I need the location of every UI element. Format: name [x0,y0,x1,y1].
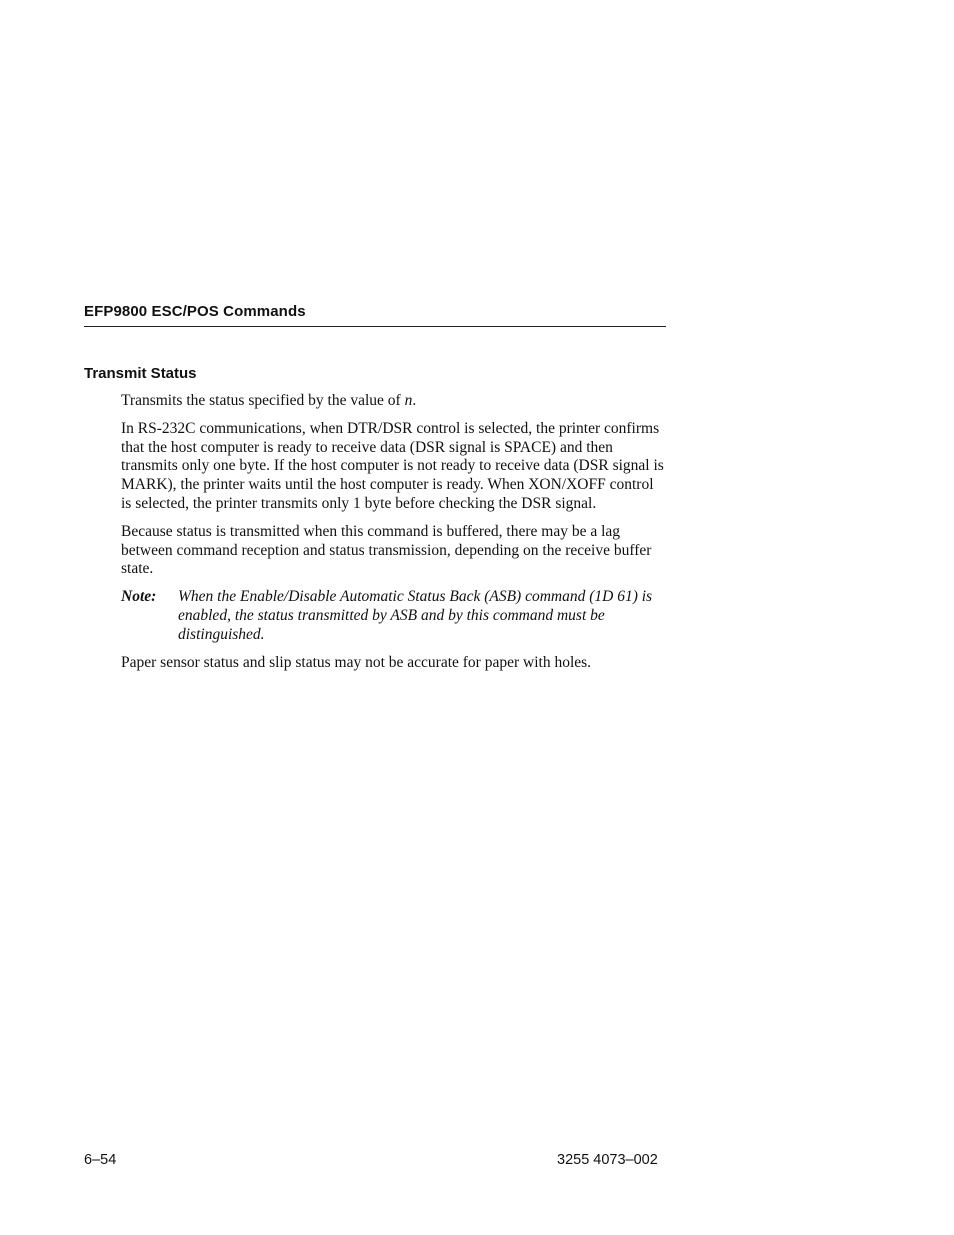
note-label: Note: [121,588,157,606]
document-number: 3255 4073–002 [557,1152,658,1168]
page-number: 6–54 [84,1152,117,1168]
paragraph-rs232c: In RS-232C communications, when DTR/DSR control is selected, the printer confirms that the host computer is ready to receive data (DSR signal is SPACE) and then transmits only one byte. If the host computer is not ready to receive data (DSR signal is MARK), the printer waits until the host computer is ready. When XON/XOFF control is selected, the printer transmits only 1 byte before checking the DSR signal. [121,419,664,512]
paragraph-buffer: Because status is transmitted when this command is buffered, there may be a lag between command reception and status transmission, depending on the receive buffer state. [121,522,652,578]
running-title: EFP9800 ESC/POS Commands [84,303,306,320]
paragraph-intro-end: . [412,392,417,409]
note-text: When the Enable/Disable Automatic Status Back (ASB) command (1D 61) is enabled, the status transmitted by ASB and by this command must be distinguished. [178,588,653,643]
paragraph-paper-sensor: Paper sensor status and slip status may not be accurate for paper with holes. [121,653,592,671]
section-title: Transmit Status [84,365,197,382]
variable-n: n [404,392,413,409]
note-block [121,588,666,644]
paragraph-intro-text: Transmits the status specified by the value of [121,392,405,409]
paragraph-intro [121,392,666,411]
section-body [121,392,666,681]
running-header [84,302,666,327]
